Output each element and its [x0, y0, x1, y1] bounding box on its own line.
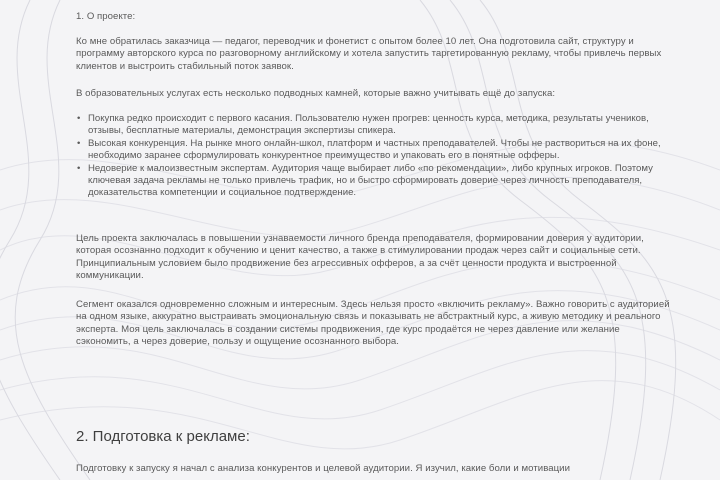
- section2-heading: 2. Подготовка к рекламе:: [76, 428, 250, 445]
- list-item: • Высокая конкуренция. На рынке много онлайн-школ, платформ и частных преподавателей. Чтобы не раствориться на их фоне, необходимо заранее сформулировать конкурентное преимущество и упаковать его в понятные офферы.: [76, 138, 676, 163]
- section1-heading: 1. О проекте:: [76, 11, 136, 22]
- pitfalls-list: [76, 113, 676, 200]
- section1-paragraph-4: Сегмент оказался одновременно сложным и интересным. Здесь нельзя просто «включить рекламу». Важно говорить с аудиторией на одном языке, аккуратно выстраивать эмоциональную связь и показывать не абстрактный курс, а живую методику и реального эксперта. Моя цель заключалась в создании системы продвижения, где курс продаётся не через давление или желание сэкономить, а через доверие, пользу и ощущение осознанного выбора.: [76, 299, 670, 348]
- section1-paragraph-3: Цель проекта заключалась в повышении узнаваемости личного бренда преподавателя, формировании доверия у аудитории, которая осознанно подходит к обучению и ценит качество, а также в стимулировании продаж через сайт и социальные сети. Принципиальным условием было продвижение без агрессивных офферов, а за счёт ценности продукта и выстроенной коммуникации.: [76, 233, 644, 282]
- section1-paragraph-1: Ко мне обратилась заказчица — педагог, переводчик и фонетист с опытом более 10 лет. Она подготовила сайт, структуру и программу авторского курса по разговорному английскому и хотела запустить таргетированную рекламу, чтобы привлечь первых клиентов и выстроить стабильный поток заявок.: [76, 36, 662, 72]
- list-item: • Недоверие к малоизвестным экспертам. Аудитория чаще выбирает либо «по рекомендации», либо крупных игроков. Поэтому ключевая задача рекламы не только привлечь трафик, но и быстро сформировать доверие через личность преподавателя, доказательства компетенции и социальное подтверждение.: [76, 163, 676, 200]
- section2-paragraph-1: Подготовку к запуску я начал с анализа конкурентов и целевой аудитории. Я изучил, какие боли и мотивации: [76, 463, 571, 474]
- list-item: • Покупка редко происходит с первого касания. Пользователю нужен прогрев: ценность курса, методика, результаты учеников, отзывы, бесплатные материалы, демонстрация экспертизы спикера.: [76, 113, 676, 138]
- section1-paragraph-2: В образовательных услугах есть несколько подводных камней, которые важно учитывать ещё до запуска:: [76, 88, 556, 99]
